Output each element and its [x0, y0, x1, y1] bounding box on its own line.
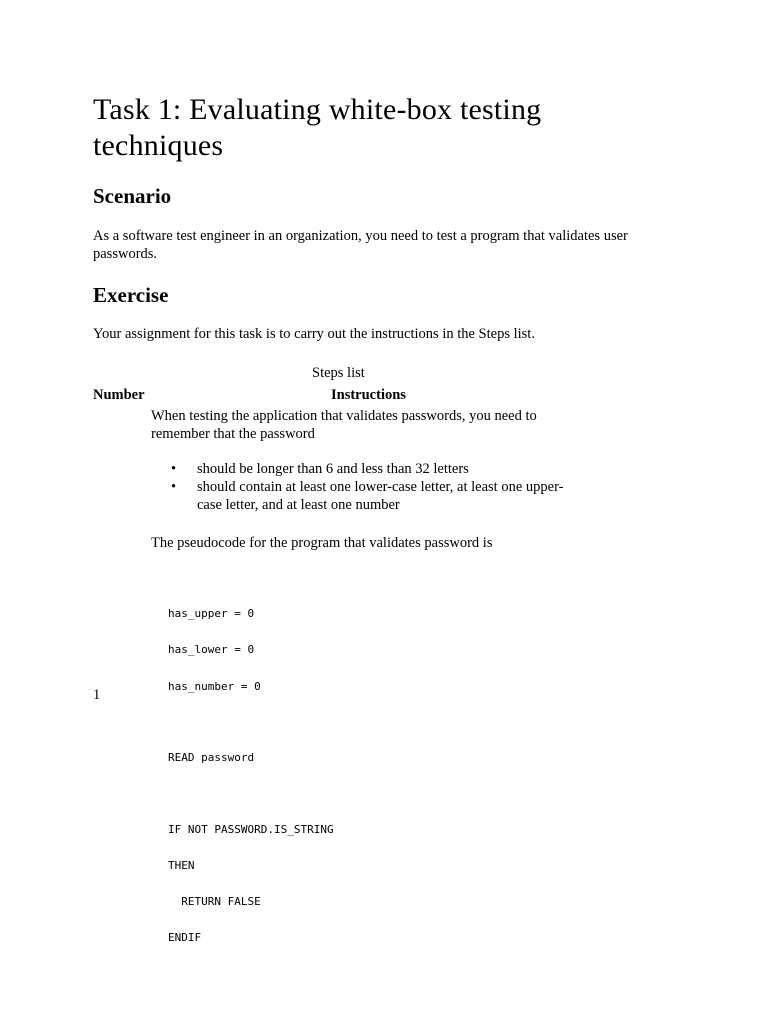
list-item	[151, 478, 571, 514]
code-line: has_lower = 0	[168, 643, 255, 656]
list-item	[151, 460, 571, 478]
list-item-text: should contain at least one lower-case letter, at least one upper-case letter, and at least one number	[197, 479, 564, 513]
scenario-paragraph: As a software test engineer in an organization, you need to test a program that validates user passwords.	[93, 228, 628, 262]
step-intro-text: When testing the application that validates passwords, you need to remember that the password	[151, 408, 537, 442]
code-line: RETURN FALSE	[168, 895, 261, 908]
column-header-instructions: Instructions	[331, 387, 406, 403]
steps-table-caption: Steps list	[312, 365, 365, 381]
bullet-icon: •	[171, 461, 177, 477]
page-title: Task 1: Evaluating white-box testing techniques	[93, 93, 542, 162]
pseudocode-intro-text: The pseudocode for the program that validates password is	[151, 535, 493, 551]
bullet-icon: •	[171, 479, 177, 495]
column-header-number: Number	[93, 387, 145, 403]
code-line: has_upper = 0	[168, 607, 255, 620]
code-line: IF NOT PASSWORD.IS_STRING	[168, 823, 334, 836]
code-line: has_number = 0	[168, 680, 261, 693]
code-line: THEN	[168, 859, 195, 872]
exercise-heading: Exercise	[93, 283, 169, 307]
list-item-text: should be longer than 6 and less than 32 letters	[197, 461, 469, 477]
exercise-paragraph: Your assignment for this task is to carry out the instructions in the Steps list.	[93, 326, 535, 342]
code-line: READ password	[168, 751, 255, 764]
password-rules-list	[151, 460, 571, 514]
step-number: 1	[93, 687, 101, 703]
scenario-heading: Scenario	[93, 184, 172, 208]
code-line: ENDIF	[168, 931, 202, 944]
